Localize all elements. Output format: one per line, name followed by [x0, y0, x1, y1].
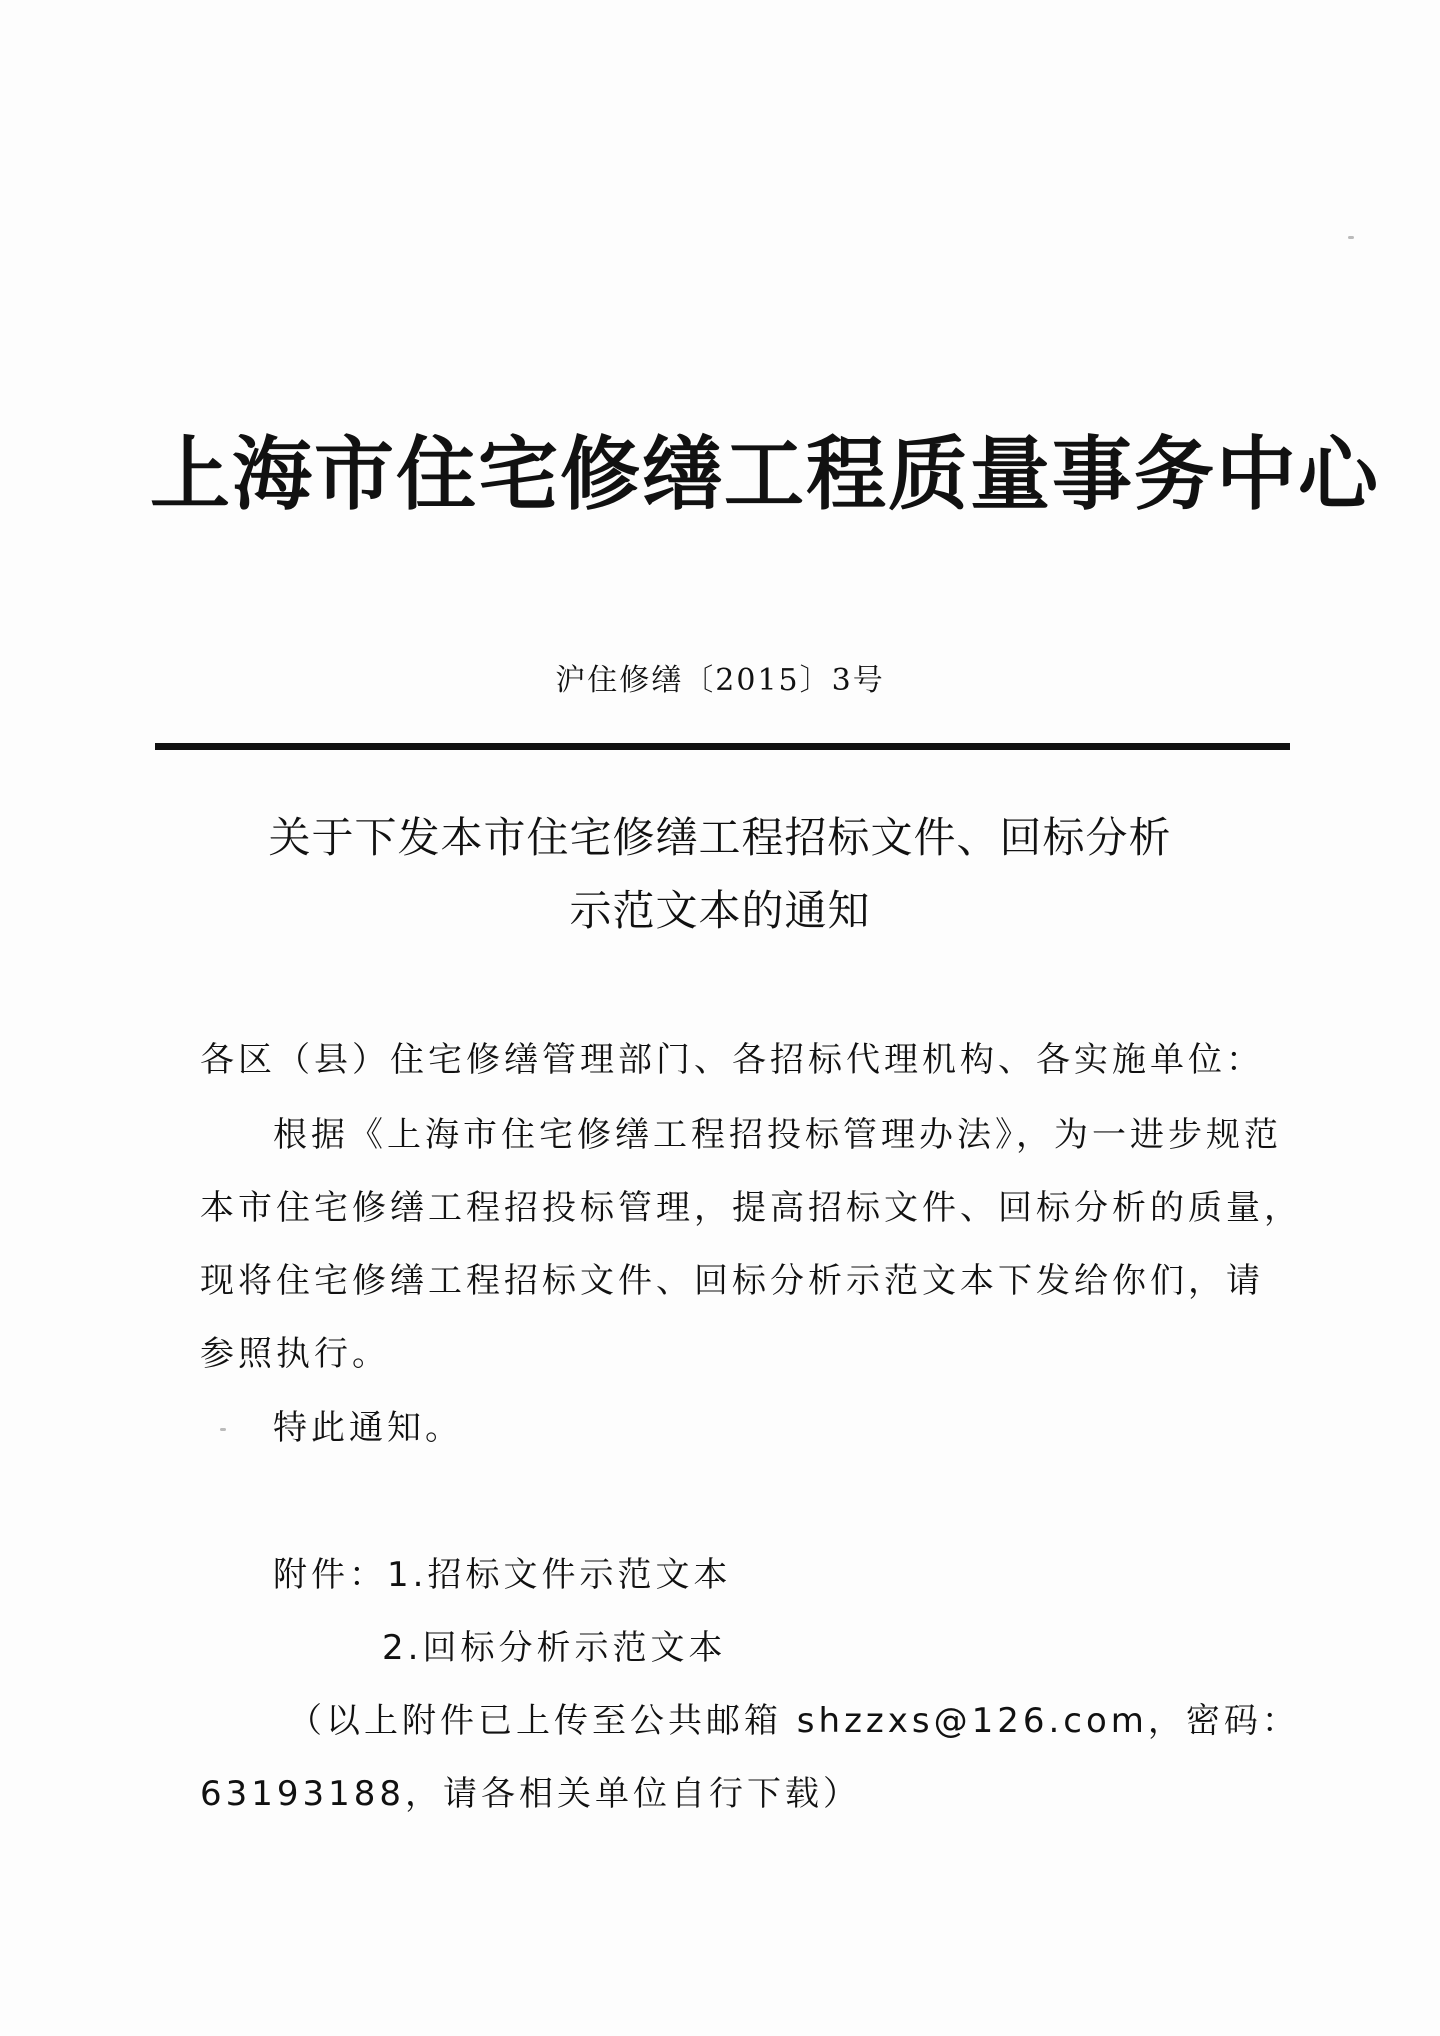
attachment-item-1: 1.招标文件示范文本: [387, 1555, 732, 1595]
attachment-row-1: [273, 1547, 1313, 1596]
closing-remark: 特此通知。: [273, 1408, 463, 1448]
salutation: 各区（县）住宅修缮管理部门、各招标代理机构、各实施单位：: [200, 1040, 1264, 1080]
issuer-header: 上海市住宅修缮工程质量事务中心: [150, 427, 1380, 521]
attachment-item-2: 2.回标分析示范文本: [382, 1628, 727, 1668]
document-number: 沪住修缮〔2015〕3号: [555, 663, 885, 698]
scan-speck: [1348, 236, 1354, 239]
notice-title-line-2: 示范文本的通知: [569, 886, 871, 935]
scan-speck: [220, 1428, 226, 1431]
attachment-note-line-2: 63193188，请各相关单位自行下载）: [200, 1774, 862, 1814]
attachment-note-line-1: （以上附件已上传至公共邮箱 shzzxs@126.com，密码：: [288, 1701, 1300, 1741]
header-divider: [155, 743, 1290, 750]
body-line-2: 本市住宅修缮工程招投标管理，提高招标文件、回标分析的质量，: [200, 1188, 1302, 1228]
body-line-4: 参照执行。: [200, 1334, 390, 1374]
attachment-label: 附件：: [273, 1555, 387, 1595]
body-line-3: 现将住宅修缮工程招标文件、回标分析示范文本下发给你们，请: [200, 1261, 1264, 1301]
notice-title-line-1: 关于下发本市住宅修缮工程招标文件、回标分析: [268, 813, 1172, 862]
body-line-1: 根据《上海市住宅修缮工程招投标管理办法》，为一进步规范: [273, 1115, 1282, 1155]
